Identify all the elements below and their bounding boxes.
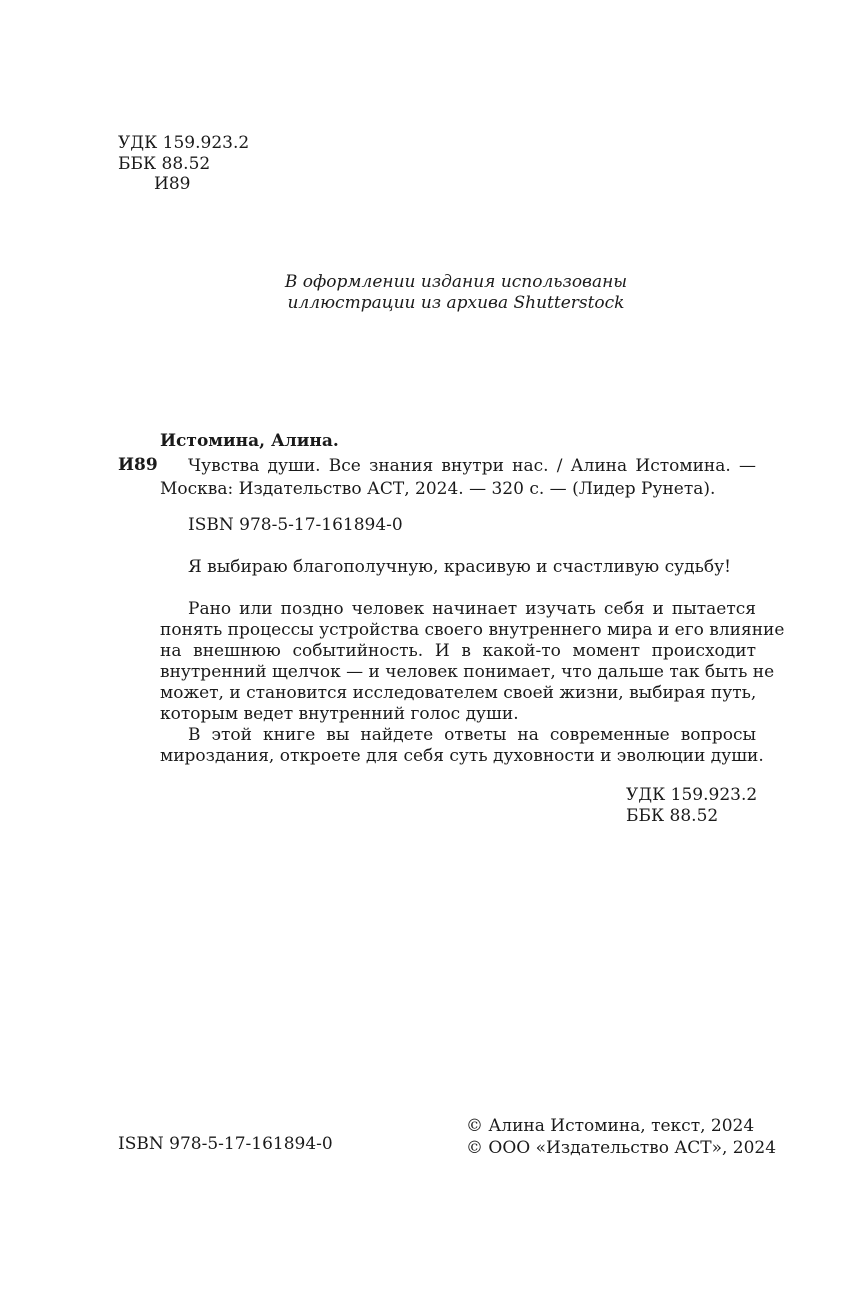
annotation-line: внутренний щелчок — и человек понимает, что дальше так быть не — [160, 662, 775, 682]
copyright-block — [466, 1115, 776, 1159]
catalog-author: Истомина, Алина. — [160, 431, 339, 451]
illustration-note-line: иллюстрации из архива Shutterstock — [287, 292, 625, 313]
catalog-publisher-line: Москва: Издательство АСТ, 2024. — 320 с. — (Лидер Рунета). — [160, 479, 716, 499]
annotation-line: В этой книге вы найдете ответы на современные вопросы — [188, 725, 756, 745]
annotation-line: Рано или поздно человек начинает изучать себя и пытается — [188, 599, 756, 619]
catalog-title-line: Чувства души. Все знания внутри нас. / Алина Истомина. — — [188, 456, 756, 476]
catalog-bibliographic-entry — [160, 455, 756, 501]
annotation-line: может, и становится исследователем своей жизни, выбирая путь, — [160, 683, 757, 703]
copyright-author: © Алина Истомина, текст, 2024 — [466, 1116, 755, 1136]
bbk-code: ББК 88.52 — [118, 153, 211, 174]
annotation-line: мироздания, откроете для себя суть духовности и эволюции души. — [160, 746, 764, 766]
classification-block-top — [118, 133, 249, 195]
motto: Я выбираю благополучную, красивую и счастливую судьбу! — [188, 557, 731, 577]
catalog-isbn: ISBN 978-5-17-161894-0 — [188, 515, 403, 535]
illustration-note — [0, 272, 845, 313]
annotation-line: понять процессы устройства своего внутреннего мира и его влияние — [160, 620, 785, 640]
author-mark: И89 — [154, 174, 191, 194]
udk-code: УДК 159.923.2 — [626, 785, 758, 805]
udk-code: УДК 159.923.2 — [118, 133, 250, 153]
catalog-index-code: И89 — [118, 455, 158, 475]
bbk-code: ББК 88.52 — [626, 806, 719, 826]
copyright-publisher: © ООО «Издательство АСТ», 2024 — [466, 1138, 777, 1158]
isbn-footer: ISBN 978-5-17-161894-0 — [118, 1134, 333, 1154]
classification-block-bottom — [626, 785, 757, 827]
annotation-line: на внешнюю событийность. И в какой-то момент происходит — [160, 641, 756, 661]
annotation — [160, 599, 785, 767]
illustration-note-line: В оформлении издания использованы — [284, 272, 628, 292]
annotation-line: которым ведет внутренний голос души. — [160, 704, 519, 724]
